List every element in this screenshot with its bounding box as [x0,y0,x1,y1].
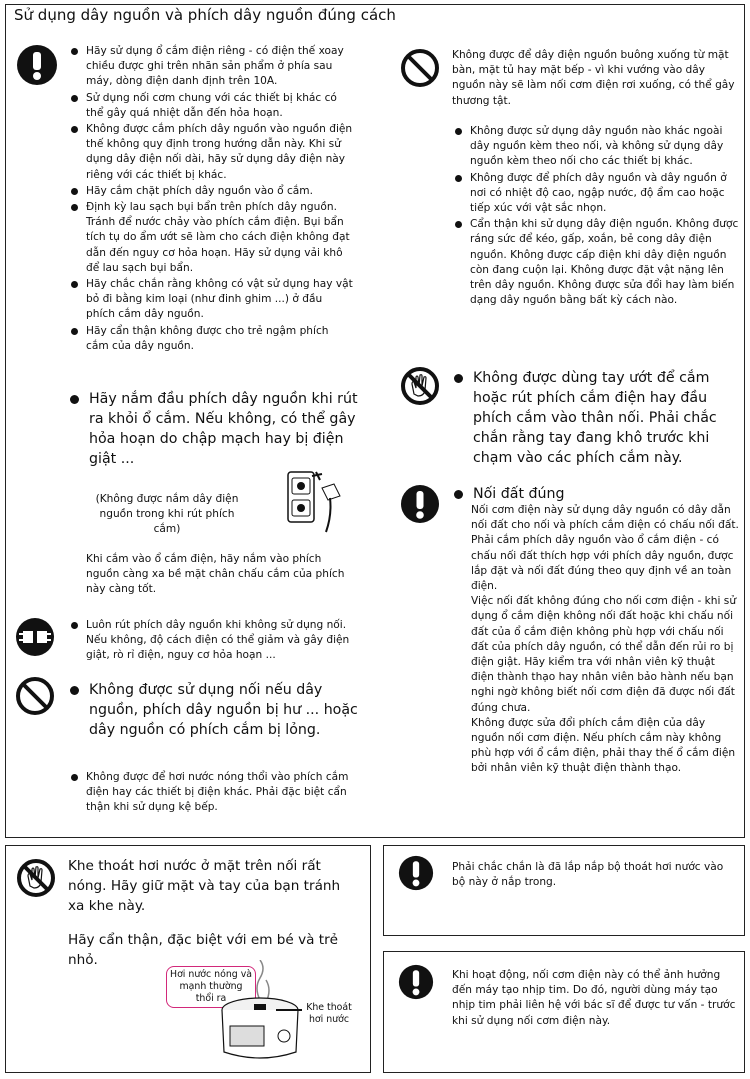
list-item: Không được để hơi nước nóng thổi vào phích cắm điện hay các thiết bị điện khác. Phải đặc biệt cẩn thận khi sử dụng kệ bếp. [68,770,354,816]
list-item: Cẩn thận khi sử dụng dây điện nguồn. Không được ráng sức để kéo, gấp, xoắn, bẻ cong dây điện nguồn. Không được cấp điện khi dây điện nguồn còn đang cuộn lại. Không được đặt vật nặng lên trên dây nguồn. Không được sửa đổi hay làm biến dạng dây nguồn bằng bất kỳ cách nào. [452,217,740,308]
prohibition-icon [15,676,55,716]
vent-label: Khe thoát hơi nước [306,1002,352,1025]
list-item: Hãy cẩn thận không được cho trẻ ngậm phích cắm của dây nguồn. [68,324,354,354]
right-bullets [452,124,740,309]
list-item: Hãy sử dụng ổ cắm điện riêng - có điện thế xoay chiều được ghi trên nhãn sản phẩm ở phía sau máy, dòng điện danh định trên 10A. [68,44,354,90]
steam-text-1: Khe thoát hơi nước ở mặt trên nối rất nóng. Hãy giữ mặt và tay của bạn tránh xa khe này. [68,858,341,914]
plug-paragraph: Khi cắm vào ổ cắm điện, hãy nắm vào phích nguồn càng xa bề mặt chân chấu cắm của phích này càng tốt. [86,553,345,596]
list-item: Nối đất đúng [452,484,740,504]
no-wet-hands-icon [400,366,440,406]
note-2-text: Khi hoạt động, nối cơm điện này có thể ảnh hưởng đến máy tạo nhịp tim. Do đó, người dùng máy tạo nhịp tim phải liên hệ với bác sĩ để được tư vấn - trước khi sử dụng nối cơm điện này. [452,969,736,1027]
ground-paragraph: Không được sửa đổi phích cắm điện của dây nguồn nối cơm điện. Nếu phích cắm này không phù hợp với ổ cắm điện, phải thay thế ổ cắm điện bởi nhân viên kỹ thuật điện thành thạo. [471,716,736,775]
right-intro: Không được để dây điện nguồn buông xuống từ mặt bàn, mặt tủ hay mặt bếp - vì khi vướng vào dây nguồn này sẽ làm nối cơm điện rơi xuống, có thể gây thương tật. [452,49,735,107]
unplug-icon [15,617,55,657]
list-item: Không được sử dụng dây nguồn nào khác ngoài dây nguồn kèm theo nối, và không sử dụng dây nguồn kèm theo nối cho các thiết bị khác. [452,124,740,170]
list-item: Sử dụng nối cơm chung với các thiết bị khác có thể gây quá nhiệt dẫn đến hỏa hoạn. [68,91,354,121]
list-item: Không được dùng tay ướt để cắm hoặc rút phích cắm điện hay đầu phích cắm vào thân nối. Phải chắc chắn rằng tay đang khô trước khi chạm vào các phích cắm này. [452,368,740,468]
note-1-text: Phải chắc chắn là đã lắp nắp bộ thoát hơi nước vào bộ này ở nắp trong. [452,861,724,889]
list-item: Không được cắm phích dây nguồn vào nguồn điện thế không quy định trong hướng dẫn này. Khi sử dụng dây điện nối dài, hãy sử dụng dây điện này riêng với các thiết bị khác. [68,122,354,183]
unplug-text [68,618,354,665]
mandatory-exclamation-icon [400,484,440,524]
list-item: Hãy nắm đầu phích dây nguồn khi rút ra khỏi ổ cắm. Nếu không, có thể gây hỏa hoạn do chập mạch hay bị điện giật ... [68,389,358,469]
rice-cooker-illustration [214,960,304,1066]
mandatory-exclamation-icon [398,964,434,1000]
no-touch-icon [16,858,56,898]
ground-paragraph: Phải cắm phích dây nguồn vào ổ cắm điện - có chấu nối đất thích hợp với phích dây nguồn, được lắp đặt và nối đất đúng theo quy định về an toàn điện. [471,534,734,593]
wet-hands-text [452,368,740,469]
ground-paragraphs [471,503,740,777]
note-box-1 [383,845,745,936]
prohibition-icon [400,48,440,88]
plug-caption: (Không được nắm dây điện nguồn trong khi rút phích cắm) [95,493,239,536]
mandatory-exclamation-icon [398,855,434,891]
left-bullets [68,44,354,355]
list-item: Luôn rút phích dây nguồn khi không sử dụng nối. Nếu không, độ cách điện có thể giảm và gây điện giật, rò rỉ điện, nguy cơ hỏa hoạn ... [68,618,354,664]
ground-paragraph: Việc nối đất không đúng cho nối cơm điện - khi sử dụng ổ cắm điện không nối đất hoặc khi chấu nối đất của ổ cắm điện không phù hợp với chấu nối đất của phích dây nguồn, có thể dẫn đến rủi ro bị điện giật. Hãy kiểm tra với nhân viên kỹ thuật điện thành thạo hay nhân viên bảo hành nếu bạn nghi ngờ không biết nối cơm điện đã được nối đất đúng chưa. [471,595,737,714]
vent-pointer [276,1009,302,1011]
list-item: Định kỳ lau sạch bụi bẩn trên phích dây nguồn. Tránh để nước chảy vào phích cắm điện. Bụi bẩn tích tụ do ẩm ướt sẽ làm cho cách điện không đạt dẫn đến nguy cơ hỏa hoạn. Hãy sử dụng vải khô để lau sạch bụi bẩn. [68,200,354,276]
prohibit-small-text [68,770,354,817]
mandatory-exclamation-icon [16,44,58,86]
left-large-bullet [68,389,358,470]
list-item: Hãy chắc chắn rằng không có vật sử dụng hay vật bỏ đi bằng kim loại (như đinh ghim ...) ở đầu phích cắm dây nguồn. [68,277,354,323]
steam-callout: Hơi nước nóng và mạnh thường thổi ra [166,966,256,1008]
plug-outlet-illustration [282,470,354,540]
list-item: Hãy cắm chặt phích dây nguồn vào ổ cắm. [68,184,354,199]
prohibit-large-text [68,680,358,741]
section-title: Sử dụng dây nguồn và phích dây nguồn đúng cách [14,6,396,24]
steam-text-2: Hãy cẩn thận, đặc biệt với em bé và trẻ nhỏ. [68,932,339,968]
ground-title [452,484,740,505]
list-item: Không được sử dụng nối nếu dây nguồn, phích dây nguồn bị hư ... hoặc dây nguồn có phích cắm bị lỏng. [68,680,358,740]
list-item: Không được để phích dây nguồn và dây nguồn ở nơi có nhiệt độ cao, ngập nước, độ ẩm cao hoặc tiếp xúc với vật sắc nhọn. [452,171,740,217]
ground-paragraph: Nối cơm điện này sử dụng dây nguồn có dây dẫn nối đất cho nối và phích cắm điện có chấu nối đất. [471,504,739,532]
